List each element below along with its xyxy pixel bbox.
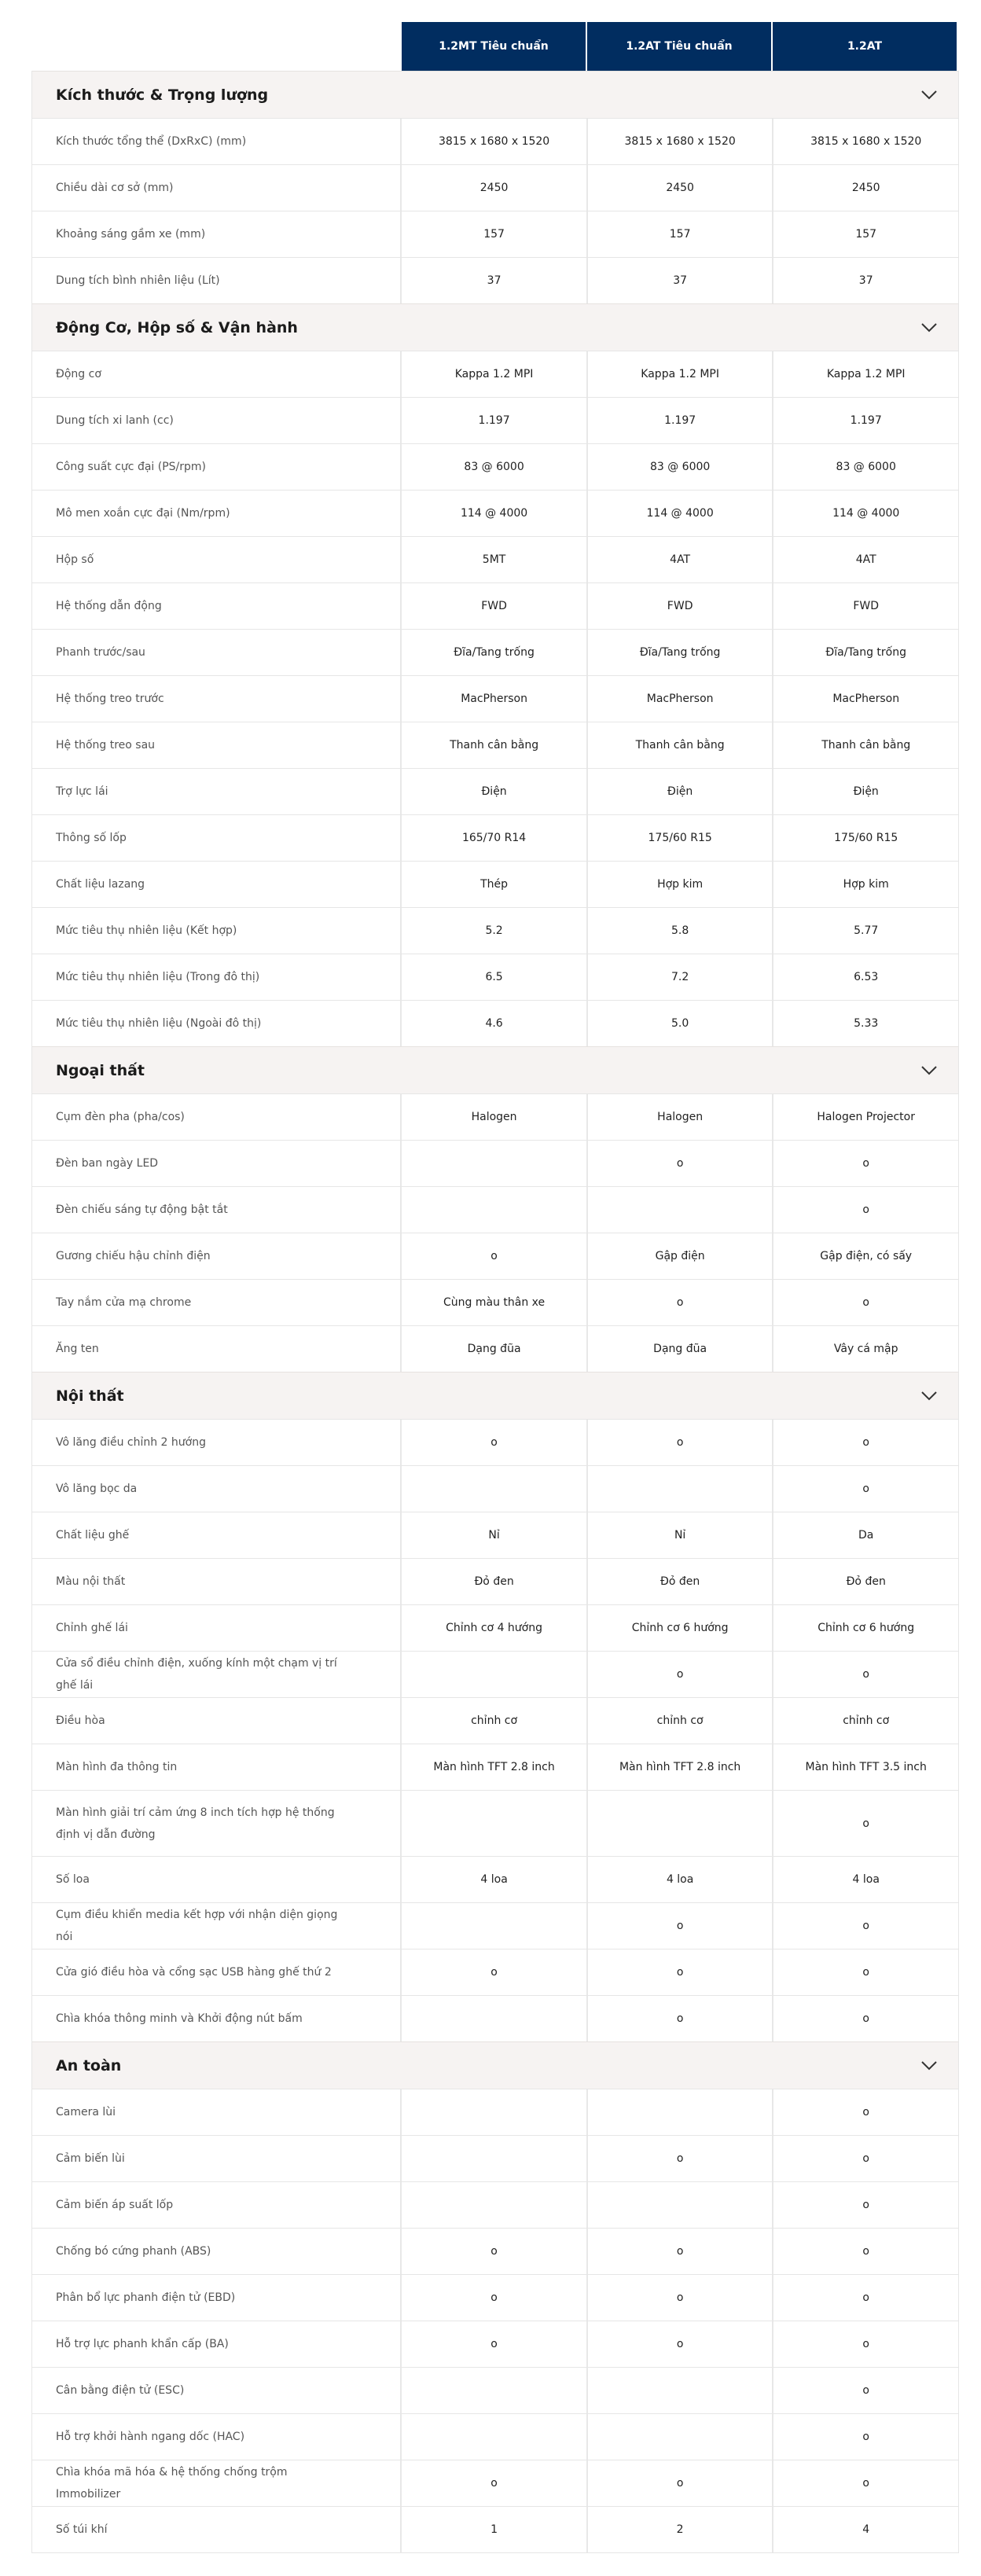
section-header[interactable] [32,2041,958,2089]
spec-row [32,814,958,861]
spec-row [32,490,958,536]
spec-row [32,2367,958,2413]
spec-row [32,1465,958,1512]
spec-row [32,1233,958,1279]
spec-value-trim-3: o [772,1652,958,1697]
spec-value-trim-1: 4.6 [400,1001,586,1046]
spec-value-trim-1: Dạng đũa [400,1326,586,1372]
spec-value-trim-1: o [400,2321,586,2367]
spec-row [32,1604,958,1651]
spec-row [32,443,958,490]
spec-row [32,1419,958,1465]
spec-value-trim-3: 114 @ 4000 [772,491,958,536]
spec-label: Chống bó cứng phanh (ABS) [56,2245,211,2258]
spec-value-trim-3: o [772,1280,958,1325]
spec-value-trim-3: 175/60 R15 [772,815,958,861]
spec-value-trim-3: Đỏ đen [772,1559,958,1604]
spec-row [32,397,958,443]
trim-header-row [31,22,959,71]
spec-label: Mức tiêu thụ nhiên liệu (Trong đô thị) [56,971,260,983]
spec-value-trim-2: Điện [586,769,773,814]
chevron-down-icon[interactable] [920,1065,938,1076]
spec-value-trim-2: o [586,2460,773,2506]
spec-row [32,2413,958,2460]
spec-label: Chỉnh ghế lái [56,1622,128,1634]
spec-value-trim-2: o [586,1903,773,1949]
spec-value-trim-3: 1.197 [772,398,958,443]
spec-row [32,1902,958,1949]
spec-value-trim-2: 157 [586,211,773,257]
spec-value-trim-2: Dạng đũa [586,1326,773,1372]
spec-label: Mô men xoắn cực đại (Nm/rpm) [56,507,230,520]
spec-value-trim-1: 114 @ 4000 [400,491,586,536]
section-title: Nội thất [56,1387,124,1405]
spec-row [32,1140,958,1186]
spec-section [32,1372,958,2041]
spec-value-trim-3: 37 [772,258,958,303]
spec-value-trim-3: 2450 [772,165,958,211]
spec-row [32,1279,958,1325]
spec-value-trim-1: o [400,1949,586,1995]
spec-row [32,2228,958,2274]
spec-value-trim-3: o [772,2229,958,2274]
spec-value-trim-3: 5.33 [772,1001,958,1046]
spec-value-trim-3: o [772,1420,958,1465]
spec-value-trim-3: Chỉnh cơ 6 hướng [772,1605,958,1651]
spec-row [32,1790,958,1856]
spec-label: Kích thước tổng thể (DxRxC) (mm) [56,135,247,148]
spec-value-trim-2: o [586,2321,773,2367]
spec-row [32,1995,958,2041]
spec-row [32,907,958,954]
spec-value-trim-1 [400,1996,586,2041]
spec-value-trim-2: FWD [586,583,773,629]
spec-row [32,1558,958,1604]
spec-label: Cụm đèn pha (pha/cos) [56,1111,185,1123]
spec-label: Chìa khóa mã hóa & hệ thống chống trộm Immobilizer [56,2466,288,2501]
spec-value-trim-3: o [772,2136,958,2181]
spec-value-trim-3: o [772,2182,958,2228]
spec-value-trim-1: o [400,1420,586,1465]
spec-row [32,211,958,257]
spec-row [32,351,958,397]
spec-value-trim-3: 83 @ 6000 [772,444,958,490]
spec-value-trim-2: Kappa 1.2 MPI [586,351,773,397]
spec-value-trim-1: chỉnh cơ [400,1698,586,1744]
trim-header-3: 1.2AT [771,22,957,71]
spec-value-trim-3: o [772,2275,958,2321]
spec-value-trim-3: 157 [772,211,958,257]
trim-header-1: 1.2MT Tiêu chuẩn [400,22,586,71]
spec-value-trim-3: o [772,1466,958,1512]
spec-value-trim-1 [400,2136,586,2181]
spec-value-trim-1: 5MT [400,537,586,582]
spec-label: Màu nội thất [56,1575,126,1588]
spec-value-trim-2: 83 @ 6000 [586,444,773,490]
section-header[interactable] [32,303,958,351]
spec-label: Chìa khóa thông minh và Khởi động nút bấm [56,2012,303,2025]
spec-label: Dung tích bình nhiên liệu (Lít) [56,274,220,287]
spec-value-trim-3: 4AT [772,537,958,582]
spec-row [32,954,958,1000]
spec-value-trim-2: o [586,1420,773,1465]
spec-row [32,861,958,907]
section-title: An toàn [56,2056,122,2074]
spec-value-trim-1 [400,2089,586,2135]
spec-value-trim-1: Thép [400,862,586,907]
spec-value-trim-2: Đỏ đen [586,1559,773,1604]
spec-row [32,1325,958,1372]
spec-value-trim-3: 6.53 [772,954,958,1000]
spec-value-trim-3: 4 loa [772,1857,958,1902]
spec-value-trim-1 [400,1903,586,1949]
spec-row [32,257,958,303]
spec-value-trim-3: Đĩa/Tang trống [772,630,958,675]
spec-value-trim-3: Thanh cân bằng [772,722,958,768]
spec-label: Tay nắm cửa mạ chrome [56,1296,192,1309]
spec-value-trim-3: Gập điện, có sấy [772,1233,958,1279]
spec-value-trim-3: o [772,1187,958,1233]
spec-value-trim-3: Điện [772,769,958,814]
spec-label: Vô lăng điều chỉnh 2 hướng [56,1436,206,1449]
spec-row [32,2460,958,2506]
spec-value-trim-1: o [400,1233,586,1279]
spec-value-trim-2: 3815 x 1680 x 1520 [586,119,773,164]
spec-value-trim-1: Kappa 1.2 MPI [400,351,586,397]
spec-value-trim-1: MacPherson [400,676,586,722]
spec-value-trim-2 [586,1187,773,1233]
spec-label: Mức tiêu thụ nhiên liệu (Kết hợp) [56,924,237,937]
spec-value-trim-2: 37 [586,258,773,303]
spec-row [32,1093,958,1140]
spec-row [32,118,958,164]
spec-row [32,2506,958,2552]
spec-value-trim-2 [586,2182,773,2228]
section-title: Động Cơ, Hộp số & Vận hành [56,318,298,336]
spec-value-trim-1: Thanh cân bằng [400,722,586,768]
spec-row [32,2181,958,2228]
spec-value-trim-1: 165/70 R14 [400,815,586,861]
spec-value-trim-3: o [772,1996,958,2041]
spec-value-trim-2: Halogen [586,1094,773,1140]
spec-value-trim-2: 2450 [586,165,773,211]
spec-value-trim-3: o [772,1791,958,1856]
spec-label: Hỗ trợ khởi hành ngang dốc (HAC) [56,2431,245,2443]
spec-value-trim-2: 4AT [586,537,773,582]
spec-label: Thông số lốp [56,832,127,844]
spec-label: Công suất cực đại (PS/rpm) [56,461,207,473]
spec-value-trim-1: 83 @ 6000 [400,444,586,490]
spec-row [32,675,958,722]
spec-value-trim-3: o [772,2321,958,2367]
spec-row [32,2274,958,2321]
spec-label: Động cơ [56,368,101,380]
spec-value-trim-2 [586,2414,773,2460]
spec-label: Cảm biến lùi [56,2152,125,2165]
spec-row [32,1512,958,1558]
spec-row [32,582,958,629]
chevron-down-icon[interactable] [920,2060,938,2071]
spec-label: Số túi khí [56,2523,108,2536]
spec-value-trim-2: o [586,2229,773,2274]
spec-value-trim-2: 4 loa [586,1857,773,1902]
spec-value-trim-2 [586,2368,773,2413]
spec-value-trim-1: o [400,2275,586,2321]
spec-row [32,536,958,582]
spec-value-trim-1: Đỏ đen [400,1559,586,1604]
chevron-down-icon[interactable] [920,322,938,333]
spec-value-trim-3: chỉnh cơ [772,1698,958,1744]
spec-value-trim-1: Halogen [400,1094,586,1140]
spec-row [32,2321,958,2367]
spec-label: Vô lăng bọc da [56,1483,138,1495]
spec-value-trim-1: Màn hình TFT 2.8 inch [400,1744,586,1790]
spec-label: Số loa [56,1873,90,1886]
spec-row [32,164,958,211]
spec-value-trim-3: Kappa 1.2 MPI [772,351,958,397]
section-rows [32,1093,958,1372]
spec-label: Hệ thống dẫn động [56,600,162,612]
table-bottom-border [31,2552,959,2559]
section-title: Kích thước & Trọng lượng [56,86,269,104]
spec-label: Phân bổ lực phanh điện tử (EBD) [56,2291,236,2304]
spec-value-trim-1: 2450 [400,165,586,211]
chevron-down-icon[interactable] [920,1391,938,1402]
spec-label: Cụm điều khiển media kết hợp với nhận diện giọng nói [56,1909,338,1943]
spec-value-trim-1: Cùng màu thân xe [400,1280,586,1325]
spec-value-trim-2 [586,1791,773,1856]
spec-label: Đèn chiếu sáng tự động bật tắt [56,1203,228,1216]
spec-label: Hệ thống treo trước [56,693,164,705]
spec-row [32,722,958,768]
spec-value-trim-1: o [400,2229,586,2274]
spec-value-trim-2: 175/60 R15 [586,815,773,861]
spec-value-trim-3: Màn hình TFT 3.5 inch [772,1744,958,1790]
section-header[interactable] [32,1046,958,1093]
spec-value-trim-2: 5.8 [586,908,773,954]
chevron-down-icon[interactable] [920,90,938,101]
section-header[interactable] [32,71,958,118]
spec-value-trim-2: o [586,2275,773,2321]
spec-value-trim-3: Vây cá mập [772,1326,958,1372]
spec-value-trim-1: 1.197 [400,398,586,443]
spec-value-trim-1: 1 [400,2507,586,2552]
spec-value-trim-2: Đĩa/Tang trống [586,630,773,675]
section-rows [32,2089,958,2552]
spec-value-trim-2: Gập điện [586,1233,773,1279]
spec-value-trim-2: o [586,1949,773,1995]
spec-section [32,71,958,303]
spec-label: Mức tiêu thụ nhiên liệu (Ngoài đô thị) [56,1017,262,1030]
spec-value-trim-1: Nỉ [400,1512,586,1558]
section-rows [32,351,958,1046]
spec-label: Dung tích xi lanh (cc) [56,414,174,427]
spec-value-trim-3: Halogen Projector [772,1094,958,1140]
spec-value-trim-1: 4 loa [400,1857,586,1902]
spec-value-trim-1: 157 [400,211,586,257]
spec-value-trim-3: o [772,2368,958,2413]
spec-value-trim-3: o [772,2460,958,2506]
spec-value-trim-2: o [586,1280,773,1325]
spec-label: Màn hình giải trí cảm ứng 8 inch tích hợp hệ thống định vị dẫn đường [56,1806,335,1841]
spec-label: Cảm biến áp suất lốp [56,2199,174,2211]
spec-label: Ăng ten [56,1343,99,1355]
spec-value-trim-1: Chỉnh cơ 4 hướng [400,1605,586,1651]
spec-label: Cân bằng điện tử (ESC) [56,2384,185,2397]
spec-value-trim-1: Điện [400,769,586,814]
spec-label: Cửa sổ điều chỉnh điện, xuống kính một chạm vị trí ghế lái [56,1657,337,1692]
spec-section [32,2041,958,2552]
spec-label: Hệ thống treo sau [56,739,156,751]
spec-value-trim-1 [400,1187,586,1233]
spec-value-trim-2 [586,2089,773,2135]
spec-comparison-table [31,22,959,2559]
spec-row [32,2135,958,2181]
spec-label: Phanh trước/sau [56,646,145,659]
spec-label: Hỗ trợ lực phanh khẩn cấp (BA) [56,2338,229,2350]
spec-label: Gương chiếu hậu chỉnh điện [56,1250,211,1262]
spec-section [32,303,958,1046]
spec-value-trim-1 [400,2182,586,2228]
spec-label: Khoảng sáng gầm xe (mm) [56,228,206,241]
spec-value-trim-1 [400,1466,586,1512]
spec-value-trim-2: MacPherson [586,676,773,722]
spec-row [32,768,958,814]
spec-value-trim-3: o [772,2089,958,2135]
spec-value-trim-3: MacPherson [772,676,958,722]
spec-value-trim-3: o [772,1949,958,1995]
spec-value-trim-1: 5.2 [400,908,586,954]
spec-label: Camera lùi [56,2106,116,2118]
spec-row [32,1949,958,1995]
spec-value-trim-2: o [586,1141,773,1186]
spec-label: Chất liệu ghế [56,1529,130,1542]
spec-value-trim-1: 37 [400,258,586,303]
spec-label: Điều hòa [56,1714,105,1727]
spec-value-trim-2: 7.2 [586,954,773,1000]
spec-value-trim-3: 5.77 [772,908,958,954]
section-rows [32,118,958,303]
spec-row [32,1697,958,1744]
spec-value-trim-1 [400,1652,586,1697]
spec-value-trim-1 [400,2368,586,2413]
spec-value-trim-2: 5.0 [586,1001,773,1046]
spec-row [32,1856,958,1902]
spec-value-trim-1: o [400,2460,586,2506]
spec-value-trim-1: 6.5 [400,954,586,1000]
spec-value-trim-2: 2 [586,2507,773,2552]
spec-value-trim-2: o [586,2136,773,2181]
spec-label: Trợ lực lái [56,785,108,798]
spec-value-trim-2 [586,1466,773,1512]
spec-label: Đèn ban ngày LED [56,1157,159,1170]
spec-label: Hộp số [56,553,94,566]
spec-value-trim-2: Hợp kim [586,862,773,907]
spec-value-trim-1: Đĩa/Tang trống [400,630,586,675]
spec-value-trim-2: o [586,1652,773,1697]
spec-value-trim-1 [400,1791,586,1856]
spec-label: Chất liệu lazang [56,878,145,891]
spec-row [32,629,958,675]
spec-value-trim-1: FWD [400,583,586,629]
spec-section [32,1046,958,1372]
section-title: Ngoại thất [56,1061,145,1079]
spec-value-trim-1 [400,2414,586,2460]
spec-value-trim-2: Nỉ [586,1512,773,1558]
spec-value-trim-3: 3815 x 1680 x 1520 [772,119,958,164]
spec-value-trim-2: 114 @ 4000 [586,491,773,536]
spec-value-trim-2: 1.197 [586,398,773,443]
spec-value-trim-2: o [586,1996,773,2041]
spec-row [32,1186,958,1233]
spec-label: Chiều dài cơ sở (mm) [56,182,174,194]
trim-header-2: 1.2AT Tiêu chuẩn [586,22,771,71]
spec-value-trim-2: chỉnh cơ [586,1698,773,1744]
section-header[interactable] [32,1372,958,1419]
spec-row [32,1651,958,1697]
spec-label: Màn hình đa thông tin [56,1761,178,1773]
spec-value-trim-3: o [772,2414,958,2460]
spec-label: Cửa gió điều hòa và cổng sạc USB hàng ghế thứ 2 [56,1966,332,1979]
spec-value-trim-2: Màn hình TFT 2.8 inch [586,1744,773,1790]
spec-value-trim-3: o [772,1141,958,1186]
section-rows [32,1419,958,2041]
spec-value-trim-1 [400,1141,586,1186]
spec-value-trim-3: o [772,1903,958,1949]
spec-value-trim-1: 3815 x 1680 x 1520 [400,119,586,164]
spec-row [32,1744,958,1790]
spec-value-trim-2: Thanh cân bằng [586,722,773,768]
spec-sections [31,71,959,2552]
header-spacer [31,22,400,71]
spec-value-trim-3: Da [772,1512,958,1558]
spec-value-trim-3: 4 [772,2507,958,2552]
spec-value-trim-2: Chỉnh cơ 6 hướng [586,1605,773,1651]
spec-row [32,2089,958,2135]
spec-value-trim-3: Hợp kim [772,862,958,907]
spec-value-trim-3: FWD [772,583,958,629]
spec-row [32,1000,958,1046]
